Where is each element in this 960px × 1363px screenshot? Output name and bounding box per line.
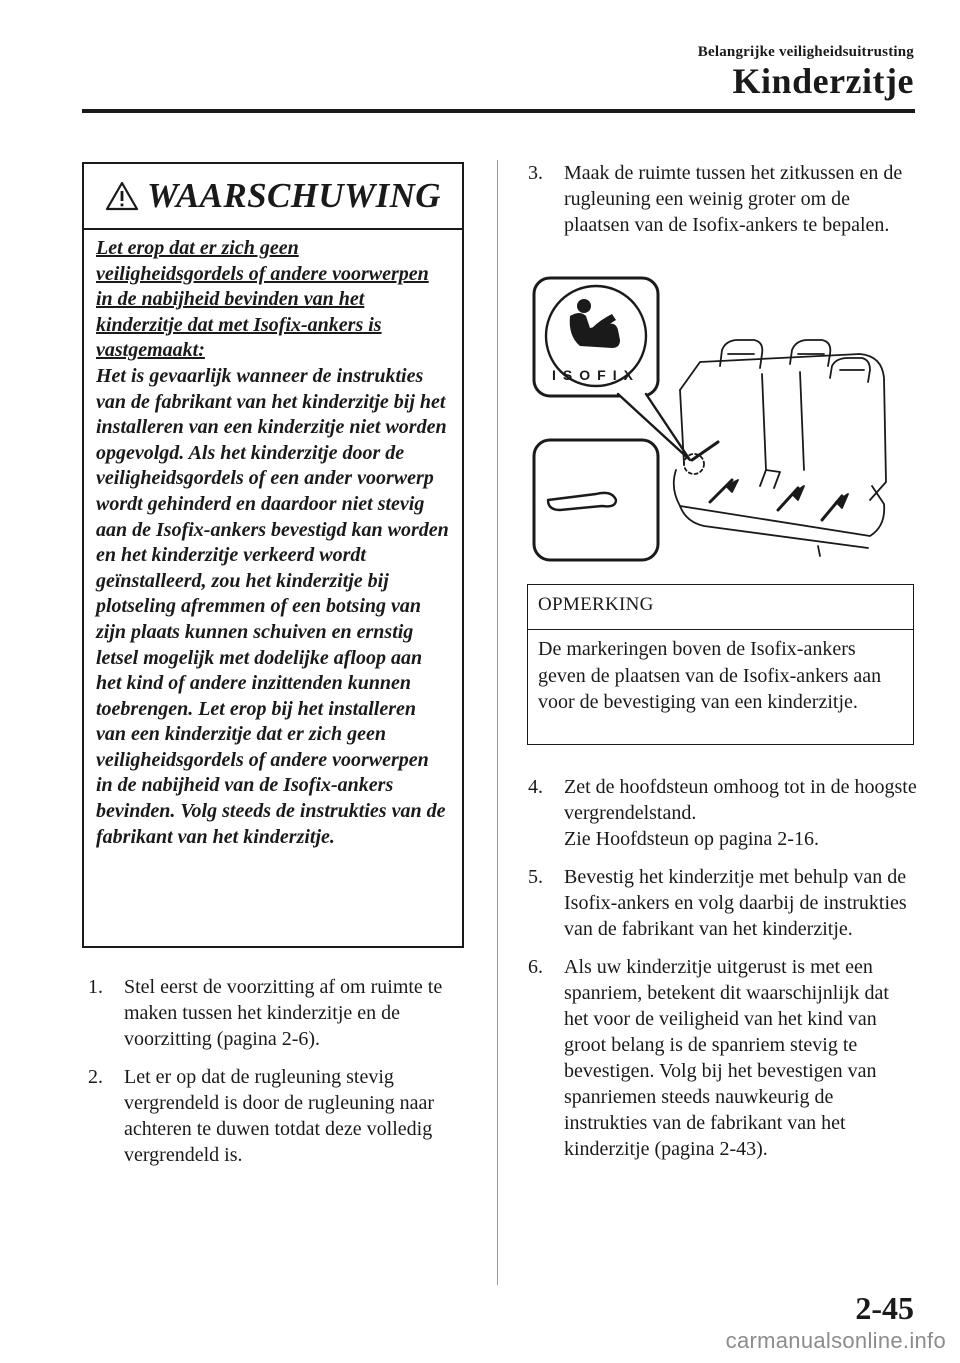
page-title: Kinderzitje [732, 61, 914, 101]
steps-list-right-bottom [528, 774, 918, 1174]
list-item: 2. Let er op dat de rugleuning stevig vergrendeld is door de rugleuning naar achteren te duwen totdat deze volledig vergrendeld is. [88, 1066, 435, 1166]
list-item: 5. Bevestig het kinderzitje met behulp van de Isofix-ankers en volg daarbij de instrukties van de fabrikant van het kinderzitje. [528, 866, 907, 940]
warning-triangle-icon [105, 181, 139, 211]
header-rule [82, 109, 915, 113]
warning-body-text: Het is gevaarlijk wanneer de instrukties van de fabrikant van het kinderzitje bij het installeren van een kinderzitje niet worden opgevolgd. Als het kinderzitje door de veiligheidsgordels of een ander voorwerp wordt gehinderd en daardoor niet stevig aan de Isofix-ankers bevestigd kan worden en het kinderzitje verkeerd wordt geïnstalleerd, zou het kinderzitje bij plotseling afremmen of een botsing van zijn plaats kunnen schuiven en ernstig letsel mogelijk met dodelijke afloop aan het kind of andere inzittenden kunnen toebrengen. Let erop bij het installeren van een kinderzitje dat er zich geen veiligheidsgordels of andere voorwerpen in de nabijheid van de Isofix-ankers bevinden. Volg steeds de instrukties van de fabrikant van het kinderzitje. [96, 364, 449, 848]
page-number: 2-45 [855, 1290, 914, 1326]
section-heading: Belangrijke veiligheidsuitrusting [697, 44, 914, 60]
note-box [527, 584, 914, 745]
note-body: De markeringen boven de Isofix-ankers geven de plaatsen van de Isofix-ankers aan voor de bevestiging van een kinderzitje. [538, 638, 882, 713]
list-item: 3. Maak de ruimte tussen het zitkussen en de rugleuning een weinig groter om de plaatsen van de Isofix-ankers te bepalen. [528, 162, 903, 236]
rear-seat-isofix-illustration [530, 274, 890, 564]
list-item: 4. Zet de hoofdsteun omhoog tot in de hoogste vergrendelstand. Zie Hoofdsteun op pagina 2-16. [528, 776, 917, 850]
warning-body [84, 230, 462, 850]
isofix-label: ISOFIX [552, 367, 640, 383]
warning-title: WAARSCHUWING [147, 176, 441, 215]
warning-box [82, 162, 464, 948]
steps-list-right-top [528, 160, 918, 250]
note-title: OPMERKING [528, 585, 913, 630]
list-item: 1. Stel eerst de voorzitting af om ruimte te maken tussen het kinderzitje en de voorzitting (pagina 2-6). [88, 976, 443, 1050]
watermark: carmanualsonline.info [725, 1328, 946, 1353]
warning-header [84, 164, 462, 230]
list-item: 6. Als uw kinderzitje uitgerust is met een spanriem, betekent dit waarschijnlijk dat het voor de veiligheid van het kind van groot belang is de spanriem stevig te bevestigen. Volg bij het bevestigen van spanriemen steeds nauwkeurig de instrukties van de fabrikant van het kinderzitje (pagina 2-43). [528, 956, 889, 1160]
steps-list-left [88, 974, 472, 1180]
warning-lead-text: Let erop dat er zich geen veiligheidsgordels of andere voorwerpen in de nabijheid bevinden van het kinderzitje dat met Isofix-ankers is vastgemaakt: [96, 237, 429, 362]
column-divider [497, 160, 498, 1285]
